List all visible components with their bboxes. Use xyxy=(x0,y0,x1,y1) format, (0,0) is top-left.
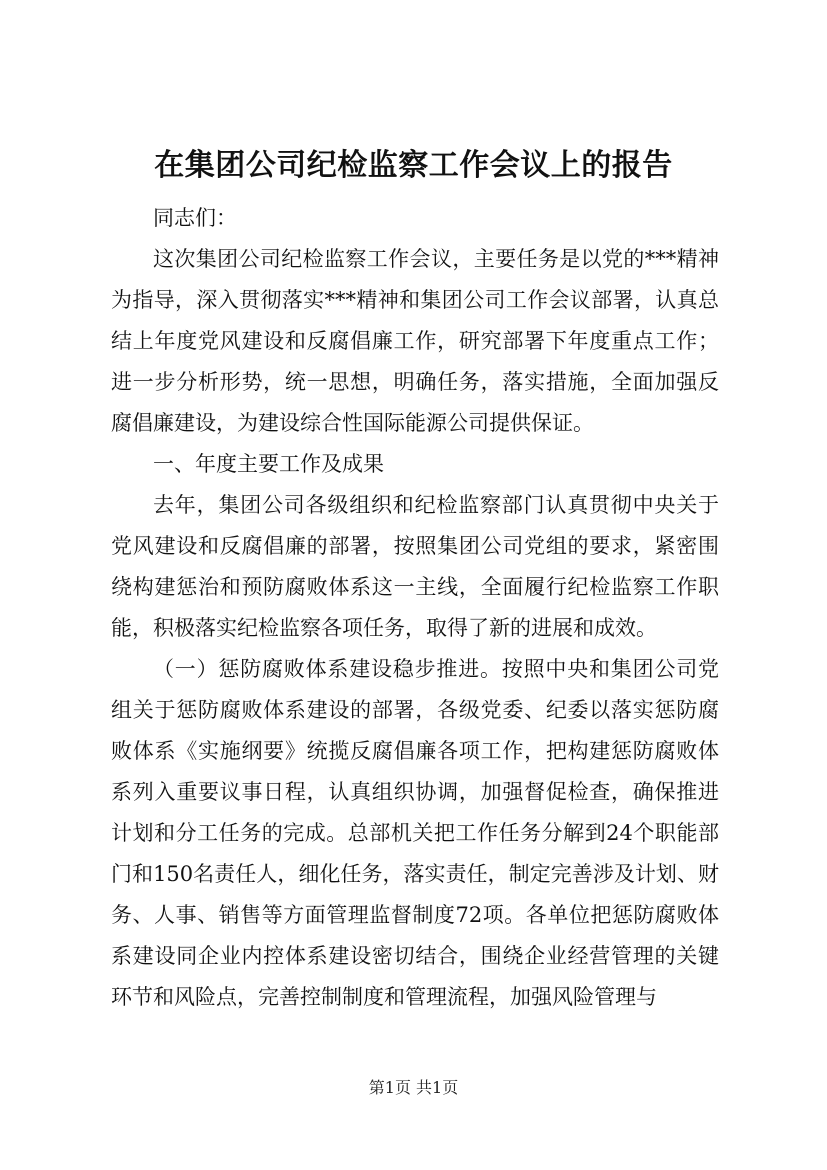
page-number: 第1页 共1页 xyxy=(368,1078,459,1097)
salutation: 同志们： xyxy=(153,206,237,230)
page-footer xyxy=(0,1077,827,1099)
paragraph-intro: 这次集团公司纪检监察工作会议，主要任务是以党的***精神为指导，深入贯彻落实***精神和集团公司工作会议部署，认真总结上年度党风建设和反腐倡廉工作，研究部署下年度重点工作；进一步分析形势，统一思想，明确任务，落实措施，全面加强反腐倡廉建设，为建设综合性国际能源公司提供保证。 xyxy=(111,247,719,435)
document-body xyxy=(111,198,719,1018)
section-heading-1: 一、年度主要工作及成果 xyxy=(153,452,384,476)
document-title: 在集团公司纪检监察工作会议上的报告 xyxy=(154,148,673,183)
paragraph-subsection-1: （一）惩防腐败体系建设稳步推进。按照中央和集团公司党组关于惩防腐败体系建设的部署，各级党委、纪委以落实惩防腐败体系《实施纲要》统揽反腐倡廉各项工作，把构建惩防腐败体系列入重要议事日程，认真组织协调，加强督促检查，确保推进计划和分工任务的完成。总部机关把工作任务分解到24个职能部门和150名责任人，细化任务，落实责任，制定完善涉及计划、财务、人事、销售等方面管理监督制度72项。各单位把惩防腐败体系建设同企业内控体系建设密切结合，围绕企业经营管理的关键环节和风险点，完善控制制度和管理流程，加强风险管理与 xyxy=(111,657,719,1009)
paragraph-section-1-summary: 去年，集团公司各级组织和纪检监察部门认真贯彻中央关于党风建设和反腐倡廉的部署，按照集团公司党组的要求，紧密围绕构建惩治和预防腐败体系这一主线，全面履行纪检监察工作职能，积极落实纪检监察各项任务，取得了新的进展和成效。 xyxy=(111,493,719,640)
